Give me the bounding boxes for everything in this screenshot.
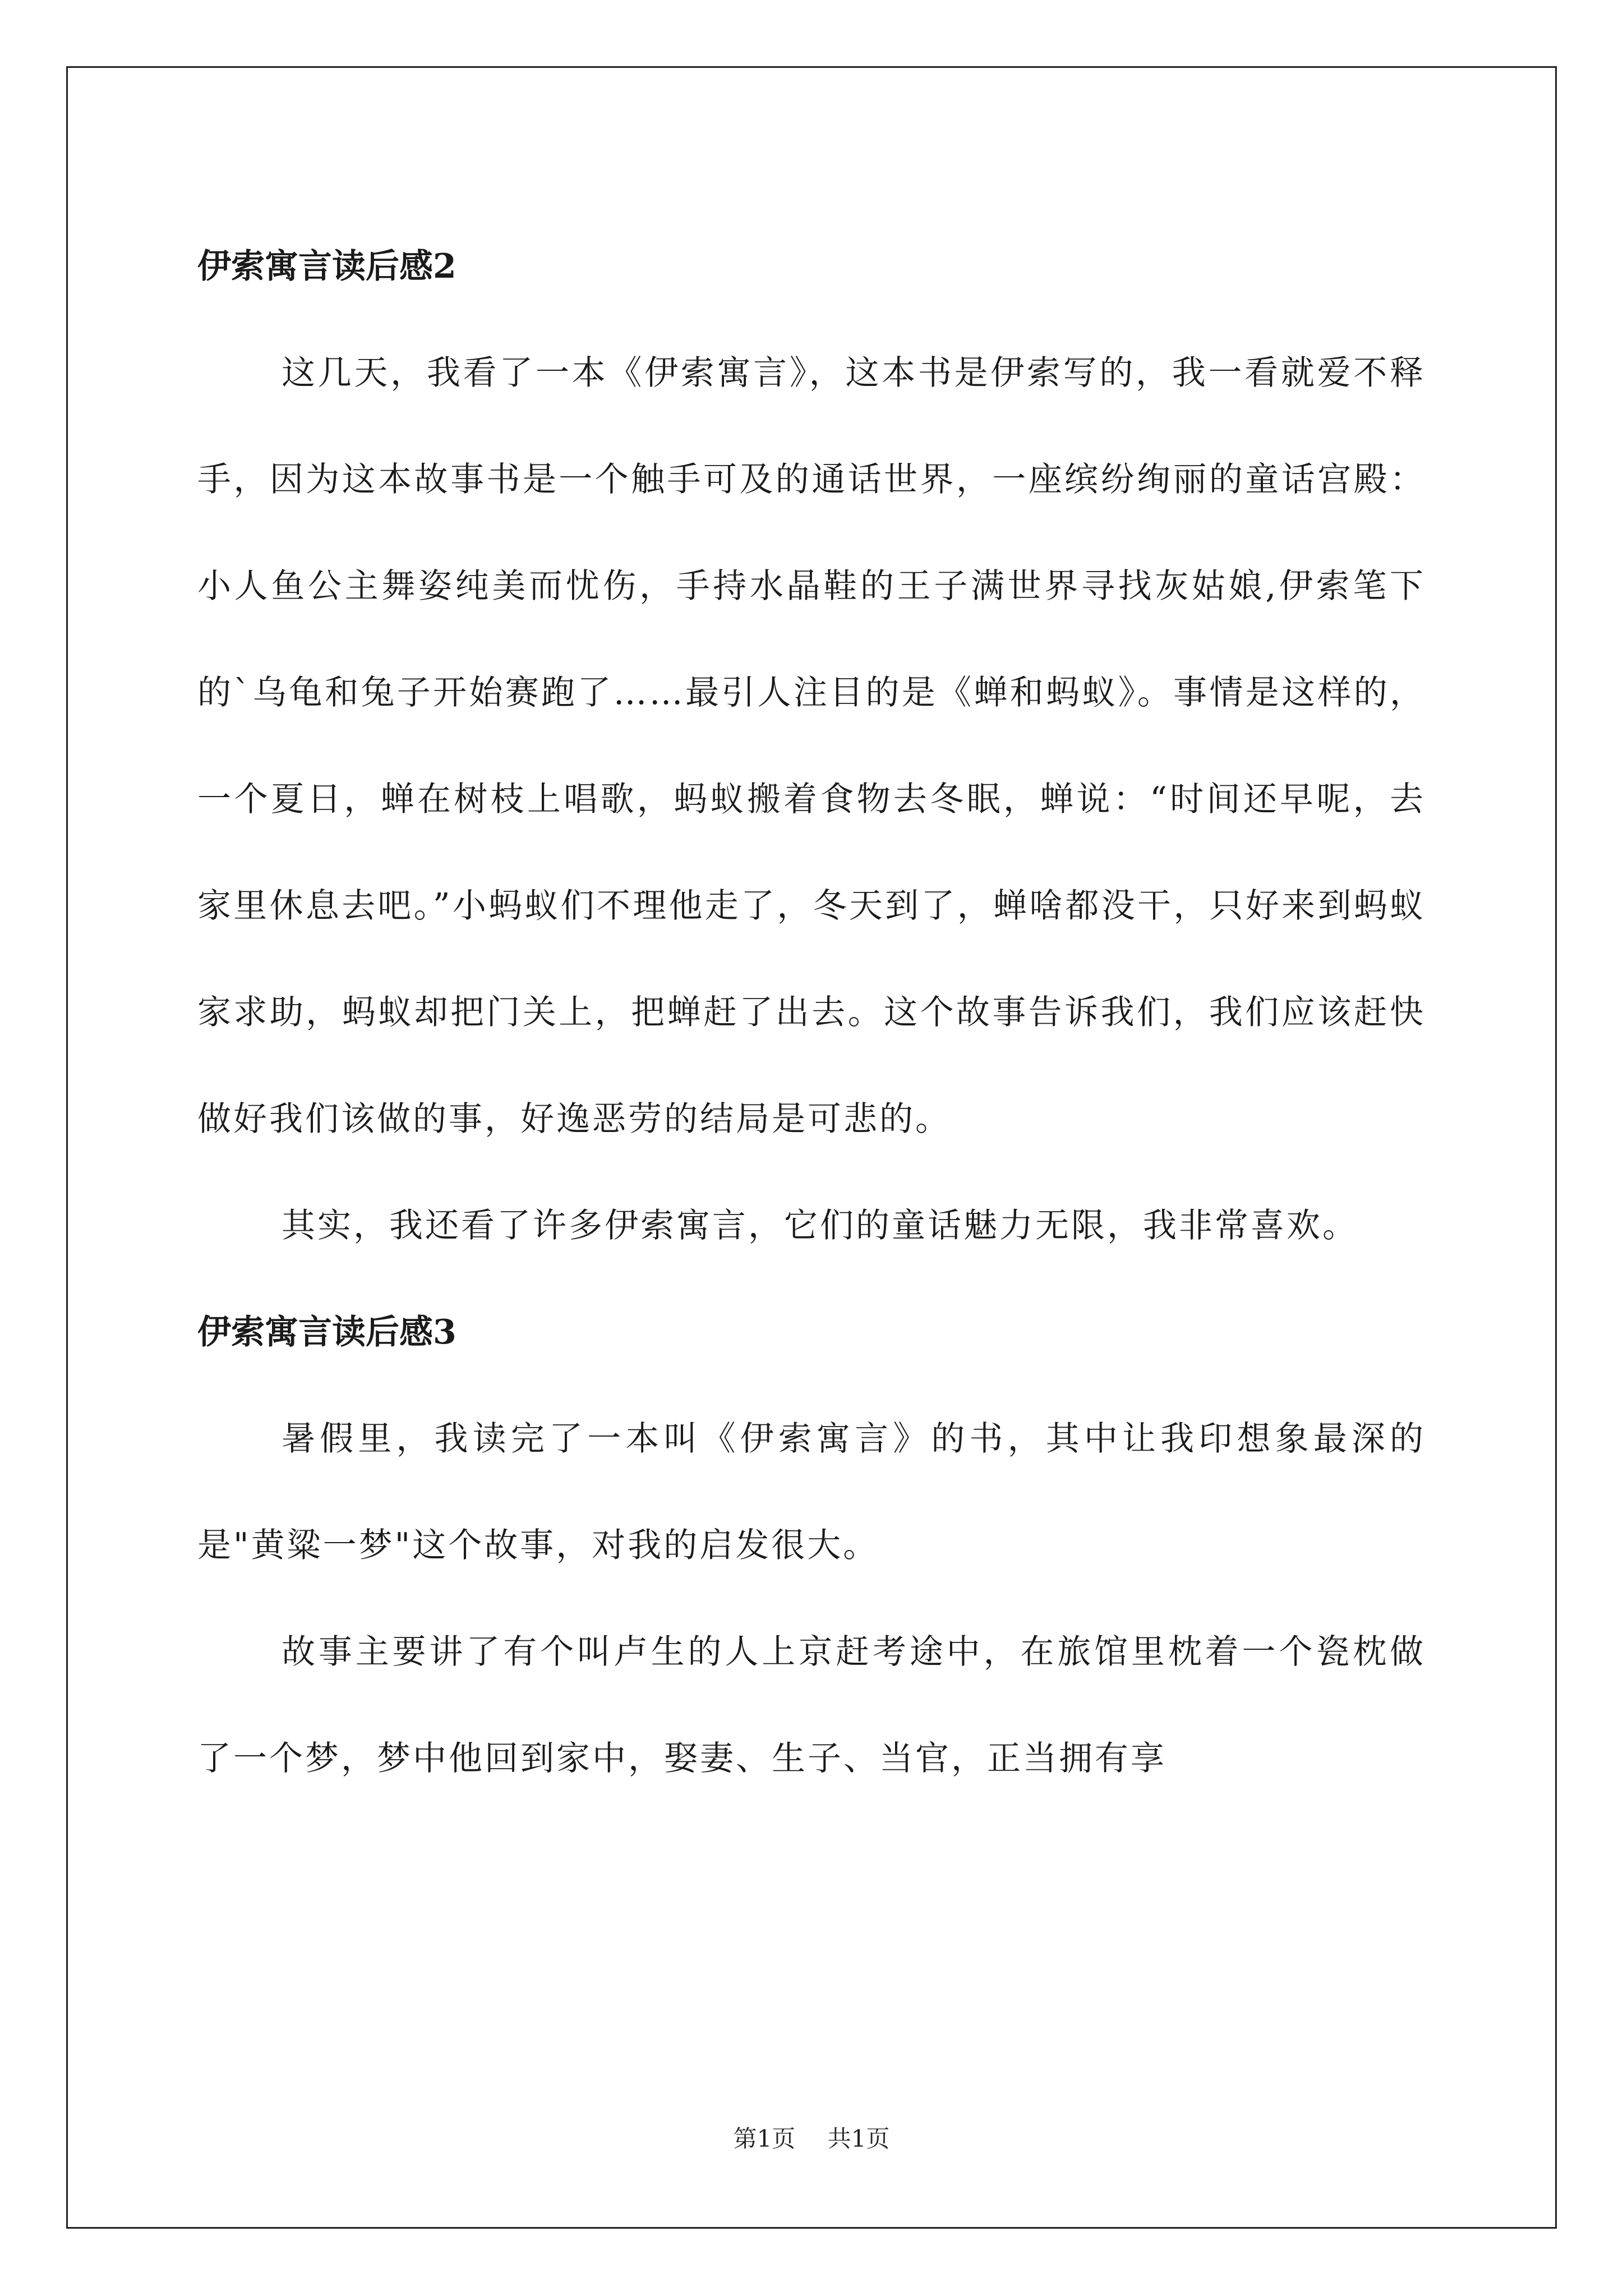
section-heading: 伊索寓言读后感3 xyxy=(197,1313,457,1352)
document-body xyxy=(197,213,1426,1812)
section-heading: 伊索寓言读后感2 xyxy=(197,247,457,286)
paragraph: 暑假里，我读完了一本叫《伊索寓言》的书，其中让我印想象最深的是"黄粱一梦"这个故事，对我的启发很大。 xyxy=(197,1419,1426,1565)
paragraph: 这几天，我看了一本《伊索寓言》，这本书是伊索写的，我一看就爱不释手，因为这本故事书是一个触手可及的通话世界，一座缤纷绚丽的童话宫殿：小人鱼公主舞姿纯美而忧伤，手持水晶鞋的王子满世界寻找灰姑娘,伊索笔下的`乌龟和兔子开始赛跑了……最引人注目的是《蝉和蚂蚁》。事情是这样的，一个夏日，蝉在树枝上唱歌，蚂蚁搬着食物去冬眠，蝉说：“时间还早呢，去家里休息去吧。”小蚂蚁们不理他走了，冬天到了，蝉啥都没干，只好来到蚂蚁家求助，蚂蚁却把门关上，把蝉赶了出去。这个故事告诉我们，我们应该赶快做好我们该做的事，好逸恶劳的结局是可悲的。 xyxy=(197,353,1426,1139)
page-number: 第1页 xyxy=(733,2125,796,2152)
paragraph: 其实，我还看了许多伊索寓言，它们的童话魅力无限，我非常喜欢。 xyxy=(282,1206,1358,1245)
page-footer xyxy=(0,2120,1623,2154)
paragraph: 故事主要讲了有个叫卢生的人上京赶考途中，在旅馆里枕着一个瓷枕做了一个梦，梦中他回到家中，娶妻、生子、当官，正当拥有享 xyxy=(197,1632,1426,1778)
page-total: 共1页 xyxy=(827,2125,890,2152)
